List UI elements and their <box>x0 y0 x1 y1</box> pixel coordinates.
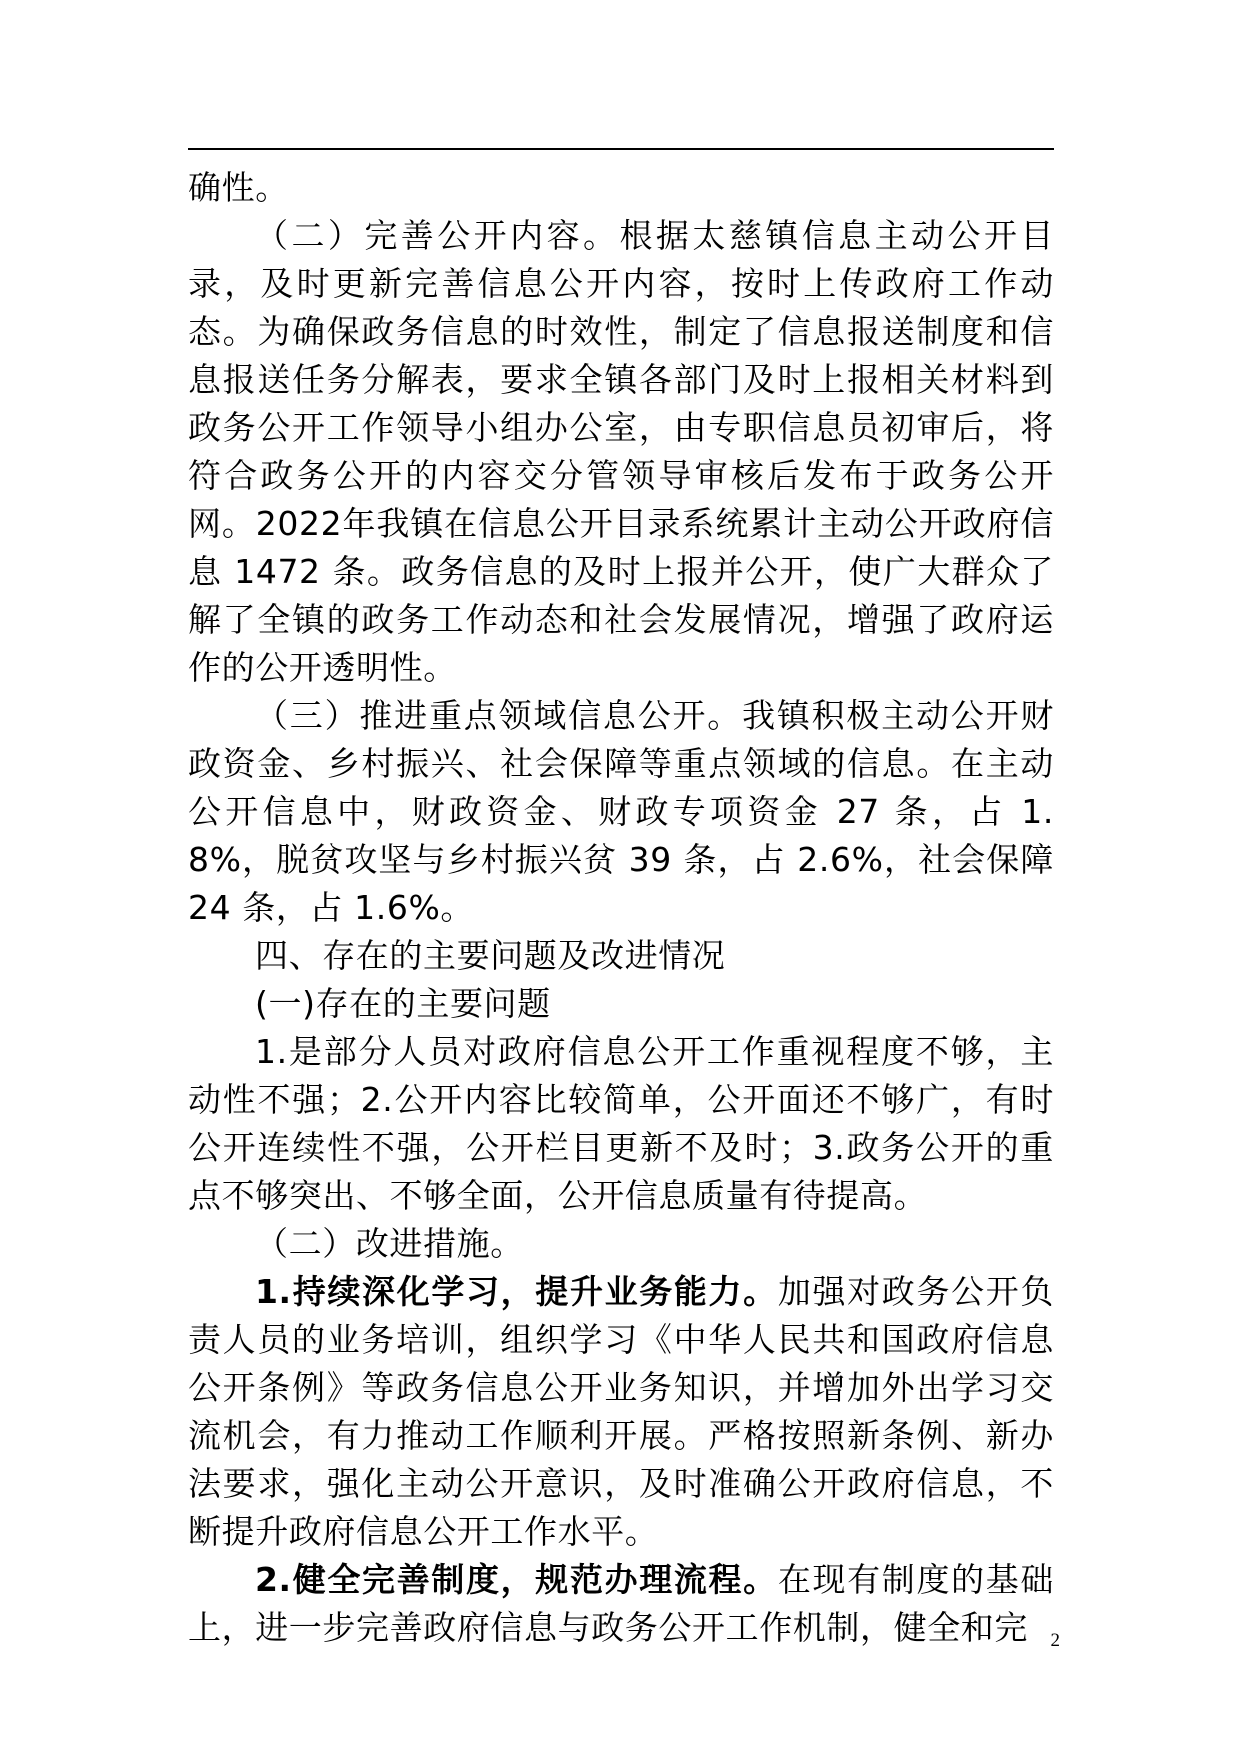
page-number: 2 <box>1050 1630 1060 1651</box>
paragraph-key-areas <box>188 692 1054 932</box>
header-rule <box>188 148 1054 150</box>
paragraph-problem-list <box>188 1028 1054 1220</box>
paragraph-improve-content <box>188 212 1054 692</box>
paragraph-text: （三）推进重点领域信息公开。我镇积极主动公开财政资金、乡村振兴、社会保障等重点领域的信息。在主动公开信息中，财政资金、财政专项资金 27 条，占 1.8%，脱贫攻坚与乡村振兴贫 39 条，占 2.6%，社会保障 24 条，占 1.6%。 <box>188 696 1054 927</box>
measure-1-title: 1.持续深化学习，提升业务能力。 <box>255 1272 778 1311</box>
measure-2-title: 2.健全完善制度，规范办理流程。 <box>255 1560 778 1599</box>
paragraph-measure-1 <box>188 1268 1054 1556</box>
section-heading-text: 四、存在的主要问题及改进情况 <box>255 936 726 975</box>
paragraph-text: （二）完善公开内容。根据太慈镇信息主动公开目录，及时更新完善信息公开内容，按时上传政府工作动态。为确保政务信息的时效性，制定了信息报送制度和信息报送任务分解表，要求全镇各部门及时上报相关材料到政务公开工作领导小组办公室，由专职信息员初审后，将符合政务公开的内容交分管领导审核后发布于政务公开网。2022年我镇在信息公开目录系统累计主动公开政府信息 1472 条。政务信息的及时上报并公开，使广大群众了解了全镇的政务工作动态和社会发展情况，增强了政府运作的公开透明性。 <box>188 216 1054 687</box>
subsection-heading-text: （二）改进措施。 <box>255 1224 524 1263</box>
paragraph-text: 加强对政务公开负责人员的业务培训，组织学习《中华人民共和国政府信息公开条例》等政务信息公开业务知识，并增加外出学习交流机会，有力推动工作顺利开展。严格按照新条例、新办法要求，强化主动公开意识，及时准确公开政府信息，不断提升政府信息公开工作水平。 <box>188 1272 1054 1551</box>
paragraph-text: 1.是部分人员对政府信息公开工作重视程度不够，主动性不强；2.公开内容比较简单，公开面还不够广，有时公开连续性不强，公开栏目更新不及时；3.政务公开的重点不够突出、不够全面，公开信息质量有待提高。 <box>188 1032 1054 1215</box>
paragraph-text: 在现有制度的基础上，进一步完善政府信息与政务公开工作机制，健全和完 <box>188 1560 1054 1647</box>
paragraph-continuation <box>188 164 1054 212</box>
subsection-heading-text: (一)存在的主要问题 <box>255 984 551 1023</box>
subsection-heading-main-problems <box>188 980 1054 1028</box>
paragraph-measure-2 <box>188 1556 1054 1652</box>
section-heading-problems <box>188 932 1054 980</box>
document-body <box>188 164 1054 1652</box>
paragraph-text: 确性。 <box>188 168 289 207</box>
subsection-heading-measures <box>188 1220 1054 1268</box>
